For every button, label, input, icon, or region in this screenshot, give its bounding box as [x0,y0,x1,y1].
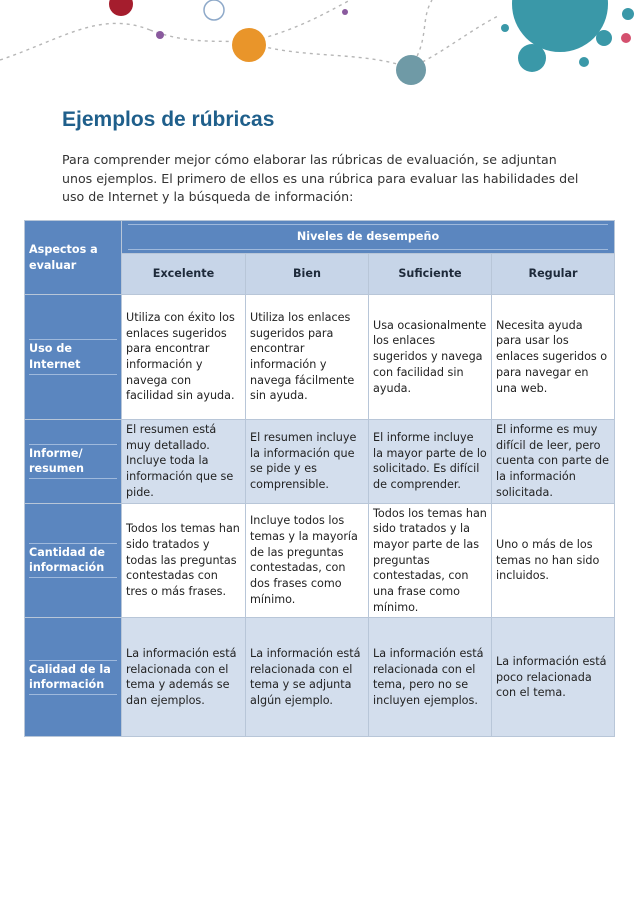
outlined-dot [204,0,224,20]
cell: El informe incluye la mayor parte de lo solicitado. Es difícil de comprender. [369,420,492,504]
red-dot [109,0,133,16]
orange-dot [232,28,266,62]
intro-paragraph: Para comprender mejor cómo elaborar las rúbricas de evaluación, se adjuntan unos ejemplos. El primero de ellos es una rúbrica para evaluar las habilidades del uso de Internet y la búsqueda de información: [62,152,579,204]
cell: El informe es muy difícil de leer, pero cuenta con parte de la información solicitada. [492,420,615,504]
cell: Todos los temas han sido tratados y la mayor parte de las preguntas contestadas, con una frase como mínimo. [369,503,492,618]
aspect-header-label: Aspectos a evaluar [29,242,98,272]
aspect-informe: Informe/ resumen [25,420,122,504]
aspect-cantidad: Cantidad de información [25,503,122,618]
cell: La información está relacionada con el tema, pero no se incluyen ejemplos. [369,618,492,737]
cell: Utiliza los enlaces sugeridos para encontrar información y navega fácilmente sin ayuda. [246,295,369,420]
cell: Usa ocasionalmente los enlaces sugeridos y navega con facilidad sin ayuda. [369,295,492,420]
purple-dot-small [342,9,348,15]
cell: Utiliza con éxito los enlaces sugeridos para encontrar información y navega con facilidad sin ayuda. [122,295,246,420]
cell: Incluye todos los temas y la mayoría de las preguntas contestadas, con dos frases como mínimo. [246,503,369,618]
decorative-header-art [0,0,638,110]
teal-blob-sat2 [596,30,612,46]
teal-blob-sat [518,44,546,72]
cell: El resumen incluye la información que se pide y es comprensible. [246,420,369,504]
teal-blob-sat4 [579,57,589,67]
cell: La información está relacionada con el tema y además se dan ejemplos. [122,618,246,737]
cell: Uno o más de los temas no han sido incluidos. [492,503,615,618]
pink-dot [621,33,631,43]
cell: La información está poco relacionada con el tema. [492,618,615,737]
cell: Todos los temas han sido tratados y todas las preguntas contestadas con tres o más frases. [122,503,246,618]
cell: Necesita ayuda para usar los enlaces sugeridos o para navegar en una web. [492,295,615,420]
rubric-row-calidad [25,618,615,737]
rubric-row-informe [25,420,615,504]
teal-blob-sat3 [622,8,634,20]
cell: La información está relacionada con el tema y se adjunta algún ejemplo. [246,618,369,737]
level-bien: Bien [246,254,369,295]
teal-dot [396,55,426,85]
level-excelente: Excelente [122,254,246,295]
teal-blob-sat5 [501,24,509,32]
aspect-uso-internet: Uso de Internet [25,295,122,420]
rubric-row-cantidad [25,503,615,618]
level-suficiente: Suficiente [369,254,492,295]
aspect-header [25,221,122,295]
level-regular: Regular [492,254,615,295]
rubric-row-uso-internet [25,295,615,420]
aspect-calidad: Calidad de la información [25,618,122,737]
levels-header [122,221,615,254]
levels-header-label: Niveles de desempeño [128,224,608,250]
cell: El resumen está muy detallado. Incluye toda la información que se pide. [122,420,246,504]
teal-blob [512,0,608,52]
rubric-table [24,220,615,737]
purple-dot [156,31,164,39]
page-title: Ejemplos de rúbricas [62,108,275,131]
